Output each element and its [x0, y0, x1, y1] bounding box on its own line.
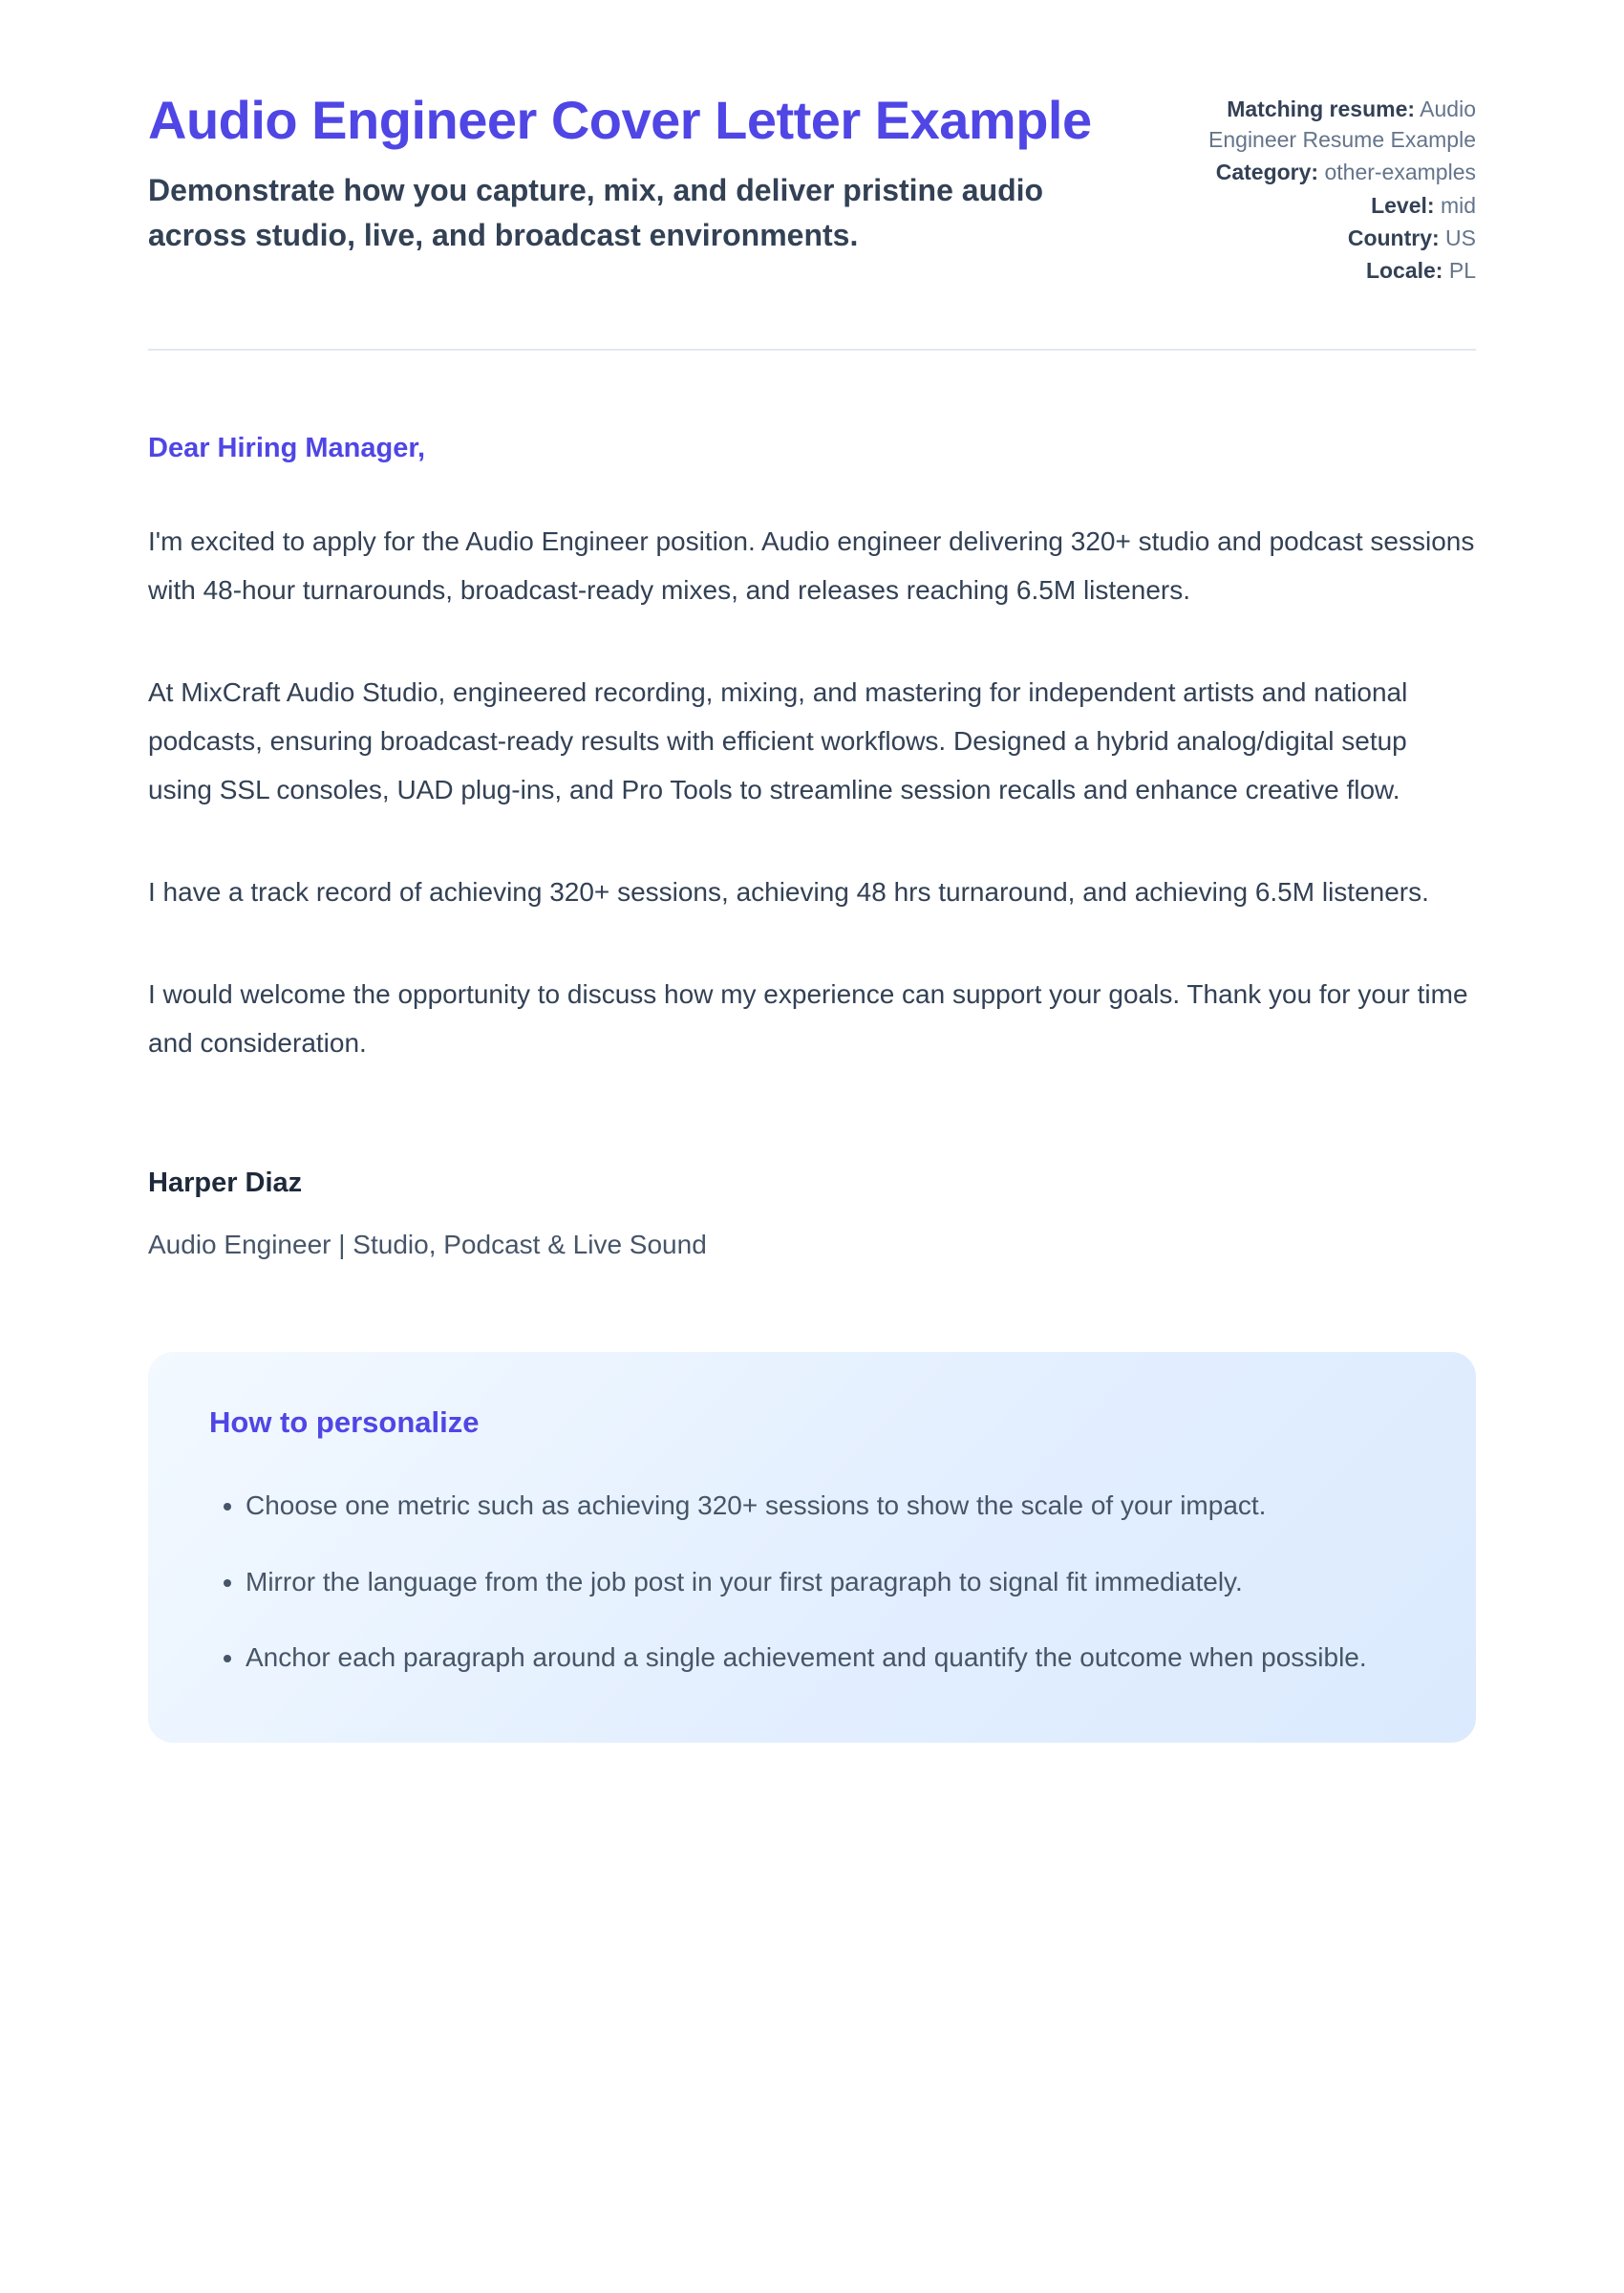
personalization-tips-card — [148, 1352, 1476, 1743]
signature-name: Harper Diaz — [148, 1167, 303, 1198]
meta-label: Matching resume: — [1227, 96, 1416, 121]
page-title: Audio Engineer Cover Letter Example — [148, 90, 1092, 150]
header-title-block — [148, 88, 1113, 257]
meta-value: mid — [1440, 192, 1476, 218]
meta-label: Level: — [1371, 192, 1435, 218]
letter-paragraph-3: I have a track record of achieving 320+ sessions, achieving 48 hrs turnaround, and achieving 6.5M listeners. — [148, 876, 1429, 907]
meta-label: Locale: — [1365, 257, 1443, 283]
meta-value: US — [1445, 225, 1476, 250]
callout-bullet-list — [188, 1482, 1415, 1682]
meta-label: Category: — [1215, 160, 1319, 185]
meta-label: Country: — [1347, 225, 1440, 250]
header — [148, 88, 1476, 288]
salutation: Dear Hiring Manager, — [148, 433, 426, 464]
meta-row-category — [1189, 157, 1476, 187]
callout-bullet-2: • Mirror the language from the job post in your first paragraph to signal fit immediately. — [246, 1558, 1411, 1606]
meta-panel — [1189, 88, 1476, 288]
meta-row-matching-resume — [1189, 94, 1476, 155]
meta-row-country — [1189, 223, 1476, 253]
meta-row-locale — [1189, 255, 1476, 286]
letter-paragraph-4: I would welcome the opportunity to discuss how my experience can support your goals. Thank you for your time and consideration. — [148, 978, 1468, 1058]
letter-paragraph-2: At MixCraft Audio Studio, engineered recording, mixing, and mastering for independent artists and national podcasts, ensuring broadcast-ready results with efficient workflows. Designed a hybrid analog/digital setup using SSL consoles, UAD plug-ins, and Pro Tools to streamline session recalls and enhance creative flow. — [148, 677, 1408, 804]
callout-title: How to personalize — [209, 1404, 480, 1439]
meta-value: PL — [1448, 257, 1476, 283]
meta-row-level — [1189, 190, 1476, 221]
meta-value: other-examples — [1324, 160, 1476, 185]
callout-bullet-1: • Choose one metric such as achieving 320+ sessions to show the scale of your impact. — [246, 1482, 1411, 1530]
page-subtitle: Demonstrate how you capture, mix, and deliver pristine audio across studio, live, and broadcast environments. — [148, 173, 1044, 252]
callout-bullet-3: • Anchor each paragraph around a single achievement and quantify the outcome when possible. — [246, 1634, 1411, 1682]
cover-letter-body — [148, 433, 1476, 1260]
meta-value: Audio Engineer Resume Example — [1208, 96, 1476, 153]
header-divider — [148, 349, 1476, 351]
letter-paragraph-1: I'm excited to apply for the Audio Engineer position. Audio engineer delivering 320+ studio and podcast sessions with 48-hour turnarounds, broadcast-ready mixes, and releases reaching 6.5M listeners. — [148, 526, 1475, 606]
signature-title: Audio Engineer | Studio, Podcast & Live Sound — [148, 1229, 707, 1259]
